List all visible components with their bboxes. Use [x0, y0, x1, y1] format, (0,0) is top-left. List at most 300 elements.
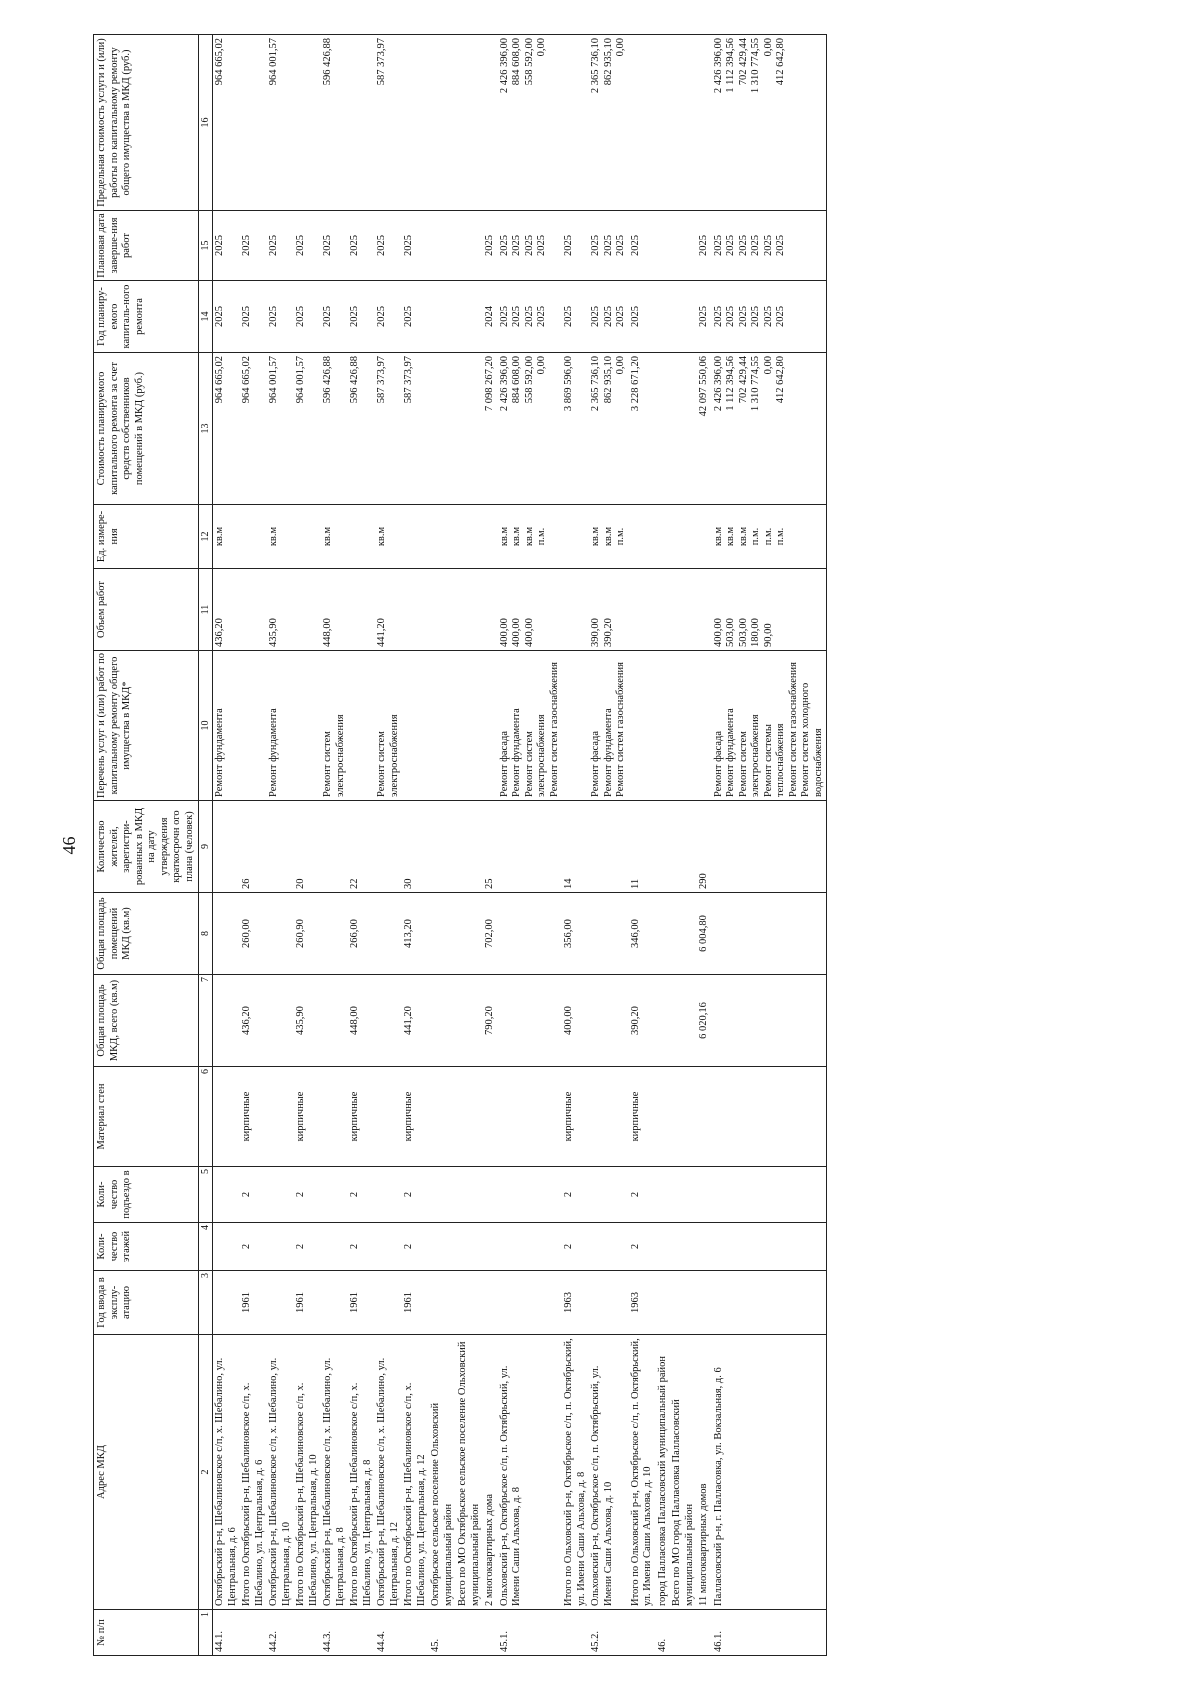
area-total-cell: 6 020,16 [697, 975, 712, 1067]
plan-year-cell-line: 2025 [536, 306, 547, 327]
end-date-cell-line: 2025 [737, 235, 749, 256]
end-date-cell-line: 2025 [498, 235, 510, 256]
col-header-10: Перечень услуг и (или) работ по капитальному ремонту общего имущества в МКД* [94, 651, 199, 801]
address-cell: Палласовский р-н, г. Палласовка, ул. Вокзальная, д. 6 [712, 1335, 827, 1610]
col-header-12: Ед. измере-ния [94, 505, 199, 569]
area-premises-cell [456, 893, 483, 975]
table-row [213, 35, 241, 1656]
volume-cell [294, 569, 321, 651]
plan-year-cell [629, 281, 656, 353]
entrances-cell [656, 1167, 671, 1223]
volume-cell [712, 569, 827, 651]
cost-cell [267, 353, 294, 505]
plan-year-cell-line: 2025 [629, 306, 641, 327]
unit-cell [213, 505, 241, 569]
row-number: 44.3. [321, 1610, 348, 1656]
plan-year-cell [498, 281, 563, 353]
residents-cell: 20 [294, 801, 321, 893]
plan-year-cell [267, 281, 294, 353]
address-cell: Итого по Ольховский р-н, Октябрьское с/п, п. Октябрьский, ул. Имени Саши Альхова, д. 10 [629, 1335, 656, 1610]
residents-cell [321, 801, 348, 893]
residents-cell: 30 [402, 801, 429, 893]
plan-year-cell [429, 281, 456, 353]
floors-cell [321, 1223, 348, 1271]
year-cell [375, 1271, 402, 1335]
table-row [697, 35, 712, 1656]
cost-cell-line: 884 608,00 [511, 356, 522, 404]
row-number: 45.1. [498, 1610, 563, 1656]
limit-cost-cell [562, 35, 589, 211]
residents-cell [670, 801, 697, 893]
area-premises-cell: 413,20 [402, 893, 429, 975]
limit-cost-cell-line: 587 373,97 [376, 38, 387, 86]
address-cell: Ольховский р-н, Октябрьское с/п, п. Октябрьский, ул. Имени Саши Альхова, д. 10 [589, 1335, 629, 1610]
works-cell-line: Ремонт систем электроснабжения [523, 714, 547, 797]
works-cell [348, 651, 375, 801]
end-date-cell-line: 2025 [511, 235, 522, 256]
floors-cell [498, 1223, 563, 1271]
unit-cell-line: кв.м [602, 526, 614, 547]
unit-cell [429, 505, 456, 569]
unit-cell-line: п.м. [775, 527, 786, 546]
col-header-14: Год планиру-емого капиталь-ного ремонта [94, 281, 199, 353]
year-cell [670, 1271, 697, 1335]
area-premises-cell: 6 004,80 [697, 893, 712, 975]
material-cell: кирпичные [240, 1067, 267, 1167]
entrances-cell: 2 [402, 1167, 429, 1223]
unit-cell-line: кв.м [725, 526, 736, 547]
year-cell: 1961 [402, 1271, 429, 1335]
cost-cell [670, 353, 697, 505]
end-date-cell-line: 2025 [349, 235, 360, 256]
volume-cell [402, 569, 429, 651]
address-cell: Итого по Октябрьский р-н, Шебалиновское с/п, х. Шебалино, ул. Центральная, д. 10 [294, 1335, 321, 1610]
unit-cell [697, 505, 712, 569]
floors-cell: 2 [348, 1223, 375, 1271]
limit-cost-cell [402, 35, 429, 211]
material-cell [656, 1067, 671, 1167]
col-number: 7 [199, 975, 213, 1067]
unit-cell [589, 505, 629, 569]
table-row [402, 35, 429, 1656]
cost-cell-line: 2 426 396,00 [498, 356, 510, 412]
floors-cell [589, 1223, 629, 1271]
end-date-cell [483, 211, 498, 281]
row-number [483, 1610, 498, 1656]
floors-cell [375, 1223, 402, 1271]
address-cell: Октябрьский р-н, Шебалиновское с/п, х. Шебалино, ул. Центральная, д. 12 [375, 1335, 402, 1610]
area-total-cell [712, 975, 827, 1067]
unit-cell-line: кв.м [498, 526, 510, 547]
year-cell: 1961 [240, 1271, 267, 1335]
volume-cell [429, 569, 456, 651]
area-premises-cell [712, 893, 827, 975]
material-cell [589, 1067, 629, 1167]
row-number [697, 1610, 712, 1656]
row-number [562, 1610, 589, 1656]
plan-year-cell [375, 281, 402, 353]
end-date-cell [629, 211, 656, 281]
floors-cell [483, 1223, 498, 1271]
address-cell: Ольховский р-н, Октябрьское с/п, п. Октябрьский, ул. Имени Саши Альхова, д. 8 [498, 1335, 563, 1610]
address-cell: Всего по МО Октябрьское сельское поселение Ольховский муниципальный район [456, 1335, 483, 1610]
floors-cell [429, 1223, 456, 1271]
col-header-11: Объем работ [94, 569, 199, 651]
limit-cost-cell-line: 0,00 [762, 38, 774, 57]
unit-cell [267, 505, 294, 569]
unit-cell [294, 505, 321, 569]
col-number: 10 [199, 651, 213, 801]
limit-cost-cell-line: 2 365 736,10 [590, 38, 601, 94]
unit-cell-line: кв.м [214, 526, 225, 547]
volume-cell [456, 569, 483, 651]
plan-year-cell [348, 281, 375, 353]
table-row [375, 35, 402, 1656]
material-cell: кирпичные [294, 1067, 321, 1167]
cost-cell-line: 3 228 671,20 [629, 356, 641, 412]
year-cell [712, 1271, 827, 1335]
cost-cell [483, 353, 498, 505]
col-header-7: Общая площадь МКД, всего (кв.м) [94, 975, 199, 1067]
cost-cell-line: 558 592,00 [523, 356, 535, 404]
row-number: 45.2. [589, 1610, 629, 1656]
floors-cell [670, 1223, 697, 1271]
area-total-cell: 790,20 [483, 975, 498, 1067]
limit-cost-cell [213, 35, 241, 211]
cost-cell-line: 596 426,88 [322, 356, 333, 404]
volume-cell-line: 503,00 [737, 618, 749, 647]
end-date-cell-line: 2025 [563, 235, 574, 256]
volume-cell-line: 435,90 [268, 618, 279, 647]
col-header-8: Общая площадь помещений МКД (кв.м) [94, 893, 199, 975]
row-number: 44.4. [375, 1610, 402, 1656]
cost-cell [429, 353, 456, 505]
area-total-cell [670, 975, 697, 1067]
works-cell-line: Ремонт систем электроснабжения [376, 714, 400, 797]
table-row [321, 35, 348, 1656]
unit-cell-line: кв.м [322, 526, 333, 547]
plan-year-cell-line: 2025 [241, 306, 252, 327]
year-cell [589, 1271, 629, 1335]
entrances-cell: 2 [294, 1167, 321, 1223]
unit-cell [629, 505, 656, 569]
plan-year-cell-line: 2025 [322, 306, 333, 327]
area-total-cell [656, 975, 671, 1067]
volume-cell-line: 400,00 [523, 618, 535, 647]
volume-cell-line: 90,00 [762, 623, 774, 647]
end-date-cell-line: 2025 [698, 235, 709, 256]
plan-year-cell-line: 2025 [523, 306, 535, 327]
plan-year-cell [483, 281, 498, 353]
volume-cell [267, 569, 294, 651]
material-cell [429, 1067, 456, 1167]
floors-cell [697, 1223, 712, 1271]
works-cell [670, 651, 697, 801]
works-cell [375, 651, 402, 801]
table-row [656, 35, 671, 1656]
end-date-cell [429, 211, 456, 281]
plan-year-cell-line: 2025 [762, 306, 774, 327]
area-premises-cell: 260,00 [240, 893, 267, 975]
works-cell-line: Ремонт систем газоснабжения [615, 662, 626, 797]
works-cell-line: Ремонт системы теплоснабжения [762, 723, 786, 797]
unit-cell-line: кв.м [737, 526, 749, 547]
plan-year-cell [670, 281, 697, 353]
area-premises-cell [498, 893, 563, 975]
residents-cell: 26 [240, 801, 267, 893]
entrances-cell [375, 1167, 402, 1223]
area-premises-cell [267, 893, 294, 975]
area-total-cell: 400,00 [562, 975, 589, 1067]
rotated-document-sheet [57, 13, 1132, 1678]
cost-cell [712, 353, 827, 505]
limit-cost-cell-line: 884 608,00 [511, 38, 522, 86]
plan-year-cell-line: 2025 [775, 306, 786, 327]
residents-cell: 22 [348, 801, 375, 893]
col-header-2: Адрес МКД [94, 1335, 199, 1610]
works-cell [562, 651, 589, 801]
area-premises-cell [375, 893, 402, 975]
row-number [240, 1610, 267, 1656]
row-number [294, 1610, 321, 1656]
volume-cell-line: 436,20 [214, 618, 225, 647]
area-total-cell [375, 975, 402, 1067]
residents-cell [375, 801, 402, 893]
row-number [670, 1610, 697, 1656]
end-date-cell [456, 211, 483, 281]
col-number: 13 [199, 353, 213, 505]
year-cell [267, 1271, 294, 1335]
end-date-cell [562, 211, 589, 281]
col-header-13: Стоимость планируемого капитального ремонта за счет средств собственников помещений в МКД (руб.) [94, 353, 199, 505]
cost-cell-line: 3 869 596,00 [563, 356, 574, 412]
limit-cost-cell [321, 35, 348, 211]
residents-cell [213, 801, 241, 893]
volume-cell [697, 569, 712, 651]
limit-cost-cell [483, 35, 498, 211]
unit-cell-line: п.м. [615, 527, 626, 546]
material-cell [321, 1067, 348, 1167]
cost-cell-line: 702 429,44 [737, 356, 749, 404]
floors-cell [656, 1223, 671, 1271]
volume-cell-line: 400,00 [511, 618, 522, 647]
volume-cell [213, 569, 241, 651]
end-date-cell-line: 2025 [376, 235, 387, 256]
works-cell-line: Ремонт фундамента [268, 708, 279, 797]
year-cell [498, 1271, 563, 1335]
end-date-cell-line: 2025 [295, 235, 306, 256]
cost-cell-line: 587 373,97 [376, 356, 387, 404]
unit-cell-line: кв.м [590, 526, 601, 547]
end-date-cell-line: 2025 [750, 235, 761, 256]
row-number: 45. [429, 1610, 456, 1656]
floors-cell: 2 [294, 1223, 321, 1271]
plan-year-cell-line: 2025 [214, 306, 225, 327]
col-number: 14 [199, 281, 213, 353]
end-date-cell-line: 2025 [241, 235, 252, 256]
plan-year-cell [321, 281, 348, 353]
address-cell: Октябрьский р-н, Шебалиновское с/п, х. Шебалино, ул. Центральная, д. 10 [267, 1335, 294, 1610]
end-date-cell-line: 2025 [214, 235, 225, 256]
unit-cell [656, 505, 671, 569]
cost-cell-line: 42 097 550,06 [698, 356, 709, 417]
end-date-cell [294, 211, 321, 281]
unit-cell [670, 505, 697, 569]
address-cell: Октябрьское сельское поселение Ольховский муниципальный район [429, 1335, 456, 1610]
volume-cell-line: 503,00 [725, 618, 736, 647]
residents-cell [498, 801, 563, 893]
cost-cell-line: 412 642,80 [775, 356, 786, 404]
volume-cell [483, 569, 498, 651]
limit-cost-cell [589, 35, 629, 211]
unit-cell-line: кв.м [511, 526, 522, 547]
residents-cell: 25 [483, 801, 498, 893]
col-number: 5 [199, 1167, 213, 1223]
col-number: 8 [199, 893, 213, 975]
col-header-9: Количество жителей, зарегистри-рованных в МКД на дату утверждения краткосрочн ого плана (человек) [94, 801, 199, 893]
cost-cell-line: 964 001,57 [268, 356, 279, 404]
unit-cell [498, 505, 563, 569]
table-row [348, 35, 375, 1656]
volume-cell-line: 180,00 [750, 618, 761, 647]
volume-cell-line: 390,20 [602, 618, 614, 647]
table-row [562, 35, 589, 1656]
end-date-cell-line: 2025 [403, 235, 414, 256]
end-date-cell [656, 211, 671, 281]
limit-cost-cell [240, 35, 267, 211]
works-cell [456, 651, 483, 801]
floors-cell [456, 1223, 483, 1271]
end-date-cell [348, 211, 375, 281]
material-cell: кирпичные [629, 1067, 656, 1167]
plan-year-cell-line: 2025 [563, 306, 574, 327]
plan-year-cell-line: 2025 [725, 306, 736, 327]
plan-year-cell [589, 281, 629, 353]
entrances-cell [670, 1167, 697, 1223]
material-cell [483, 1067, 498, 1167]
row-number [348, 1610, 375, 1656]
entrances-cell [712, 1167, 827, 1223]
area-premises-cell [589, 893, 629, 975]
area-total-cell: 390,20 [629, 975, 656, 1067]
area-premises-cell [321, 893, 348, 975]
limit-cost-cell-line: 558 592,00 [523, 38, 535, 86]
works-cell-line: Ремонт систем электроснабжения [322, 714, 346, 797]
end-date-cell [712, 211, 827, 281]
area-premises-cell: 260,90 [294, 893, 321, 975]
cost-cell [348, 353, 375, 505]
header-row [94, 35, 199, 1656]
floors-cell: 2 [240, 1223, 267, 1271]
floors-cell: 2 [629, 1223, 656, 1271]
address-cell: Итого по Октябрьский р-н, Шебалиновское с/п, х. Шебалино, ул. Центральная, д. 6 [240, 1335, 267, 1610]
table-row [712, 35, 827, 1656]
row-number: 44.2. [267, 1610, 294, 1656]
unit-cell [456, 505, 483, 569]
cost-cell [629, 353, 656, 505]
unit-cell [348, 505, 375, 569]
works-cell [656, 651, 671, 801]
plan-year-cell-line: 2025 [712, 306, 724, 327]
cost-cell [321, 353, 348, 505]
area-total-cell: 441,20 [402, 975, 429, 1067]
residents-cell [712, 801, 827, 893]
limit-cost-cell-line: 2 426 396,00 [498, 38, 510, 94]
table-row [629, 35, 656, 1656]
year-cell: 1961 [348, 1271, 375, 1335]
unit-cell [240, 505, 267, 569]
table-row [483, 35, 498, 1656]
end-date-cell-line: 2025 [322, 235, 333, 256]
plan-year-cell-line: 2025 [750, 306, 761, 327]
col-number: 3 [199, 1271, 213, 1335]
cost-cell [697, 353, 712, 505]
plan-year-cell [456, 281, 483, 353]
unit-cell [483, 505, 498, 569]
row-number: 46. [656, 1610, 671, 1656]
plan-year-cell [240, 281, 267, 353]
entrances-cell [456, 1167, 483, 1223]
address-cell: 11 многоквартирных домов [697, 1335, 712, 1610]
col-number: 12 [199, 505, 213, 569]
area-premises-cell: 356,00 [562, 893, 589, 975]
unit-cell-line: п.м. [536, 527, 547, 546]
plan-year-cell-line: 2025 [698, 306, 709, 327]
capital-repair-table [93, 34, 827, 1656]
entrances-cell [213, 1167, 241, 1223]
year-cell [213, 1271, 241, 1335]
floors-cell [213, 1223, 241, 1271]
limit-cost-cell-line: 1 112 394,56 [725, 38, 736, 93]
table-row [589, 35, 629, 1656]
end-date-cell [589, 211, 629, 281]
unit-cell [402, 505, 429, 569]
end-date-cell [670, 211, 697, 281]
page-number: 46 [59, 836, 79, 855]
works-cell [240, 651, 267, 801]
works-cell [589, 651, 629, 801]
limit-cost-cell [348, 35, 375, 211]
cost-cell-line: 1 310 774,55 [750, 356, 761, 412]
plan-year-cell [402, 281, 429, 353]
year-cell [456, 1271, 483, 1335]
area-total-cell [456, 975, 483, 1067]
cost-cell [656, 353, 671, 505]
volume-cell [589, 569, 629, 651]
limit-cost-cell [712, 35, 827, 211]
unit-cell-line: кв.м [268, 526, 279, 547]
end-date-cell-line: 2025 [762, 235, 774, 256]
entrances-cell: 2 [348, 1167, 375, 1223]
material-cell [213, 1067, 241, 1167]
address-cell: Октябрьский р-н, Шебалиновское с/п, х. Шебалино, ул. Центральная, д. 6 [213, 1335, 241, 1610]
limit-cost-cell [456, 35, 483, 211]
table-row [294, 35, 321, 1656]
col-header-4: Коли-чество этажей [94, 1223, 199, 1271]
col-header-1: № п/п [94, 1610, 199, 1656]
residents-cell [656, 801, 671, 893]
area-total-cell [429, 975, 456, 1067]
address-cell: Всего по МО город Палласовка Палласовский муниципальный район [670, 1335, 697, 1610]
works-cell [213, 651, 241, 801]
end-date-cell-line: 2025 [775, 235, 786, 256]
entrances-cell [429, 1167, 456, 1223]
col-number: 11 [199, 569, 213, 651]
col-number: 16 [199, 35, 213, 211]
works-cell [498, 651, 563, 801]
cost-cell [375, 353, 402, 505]
limit-cost-cell-line: 2 426 396,00 [712, 38, 724, 94]
